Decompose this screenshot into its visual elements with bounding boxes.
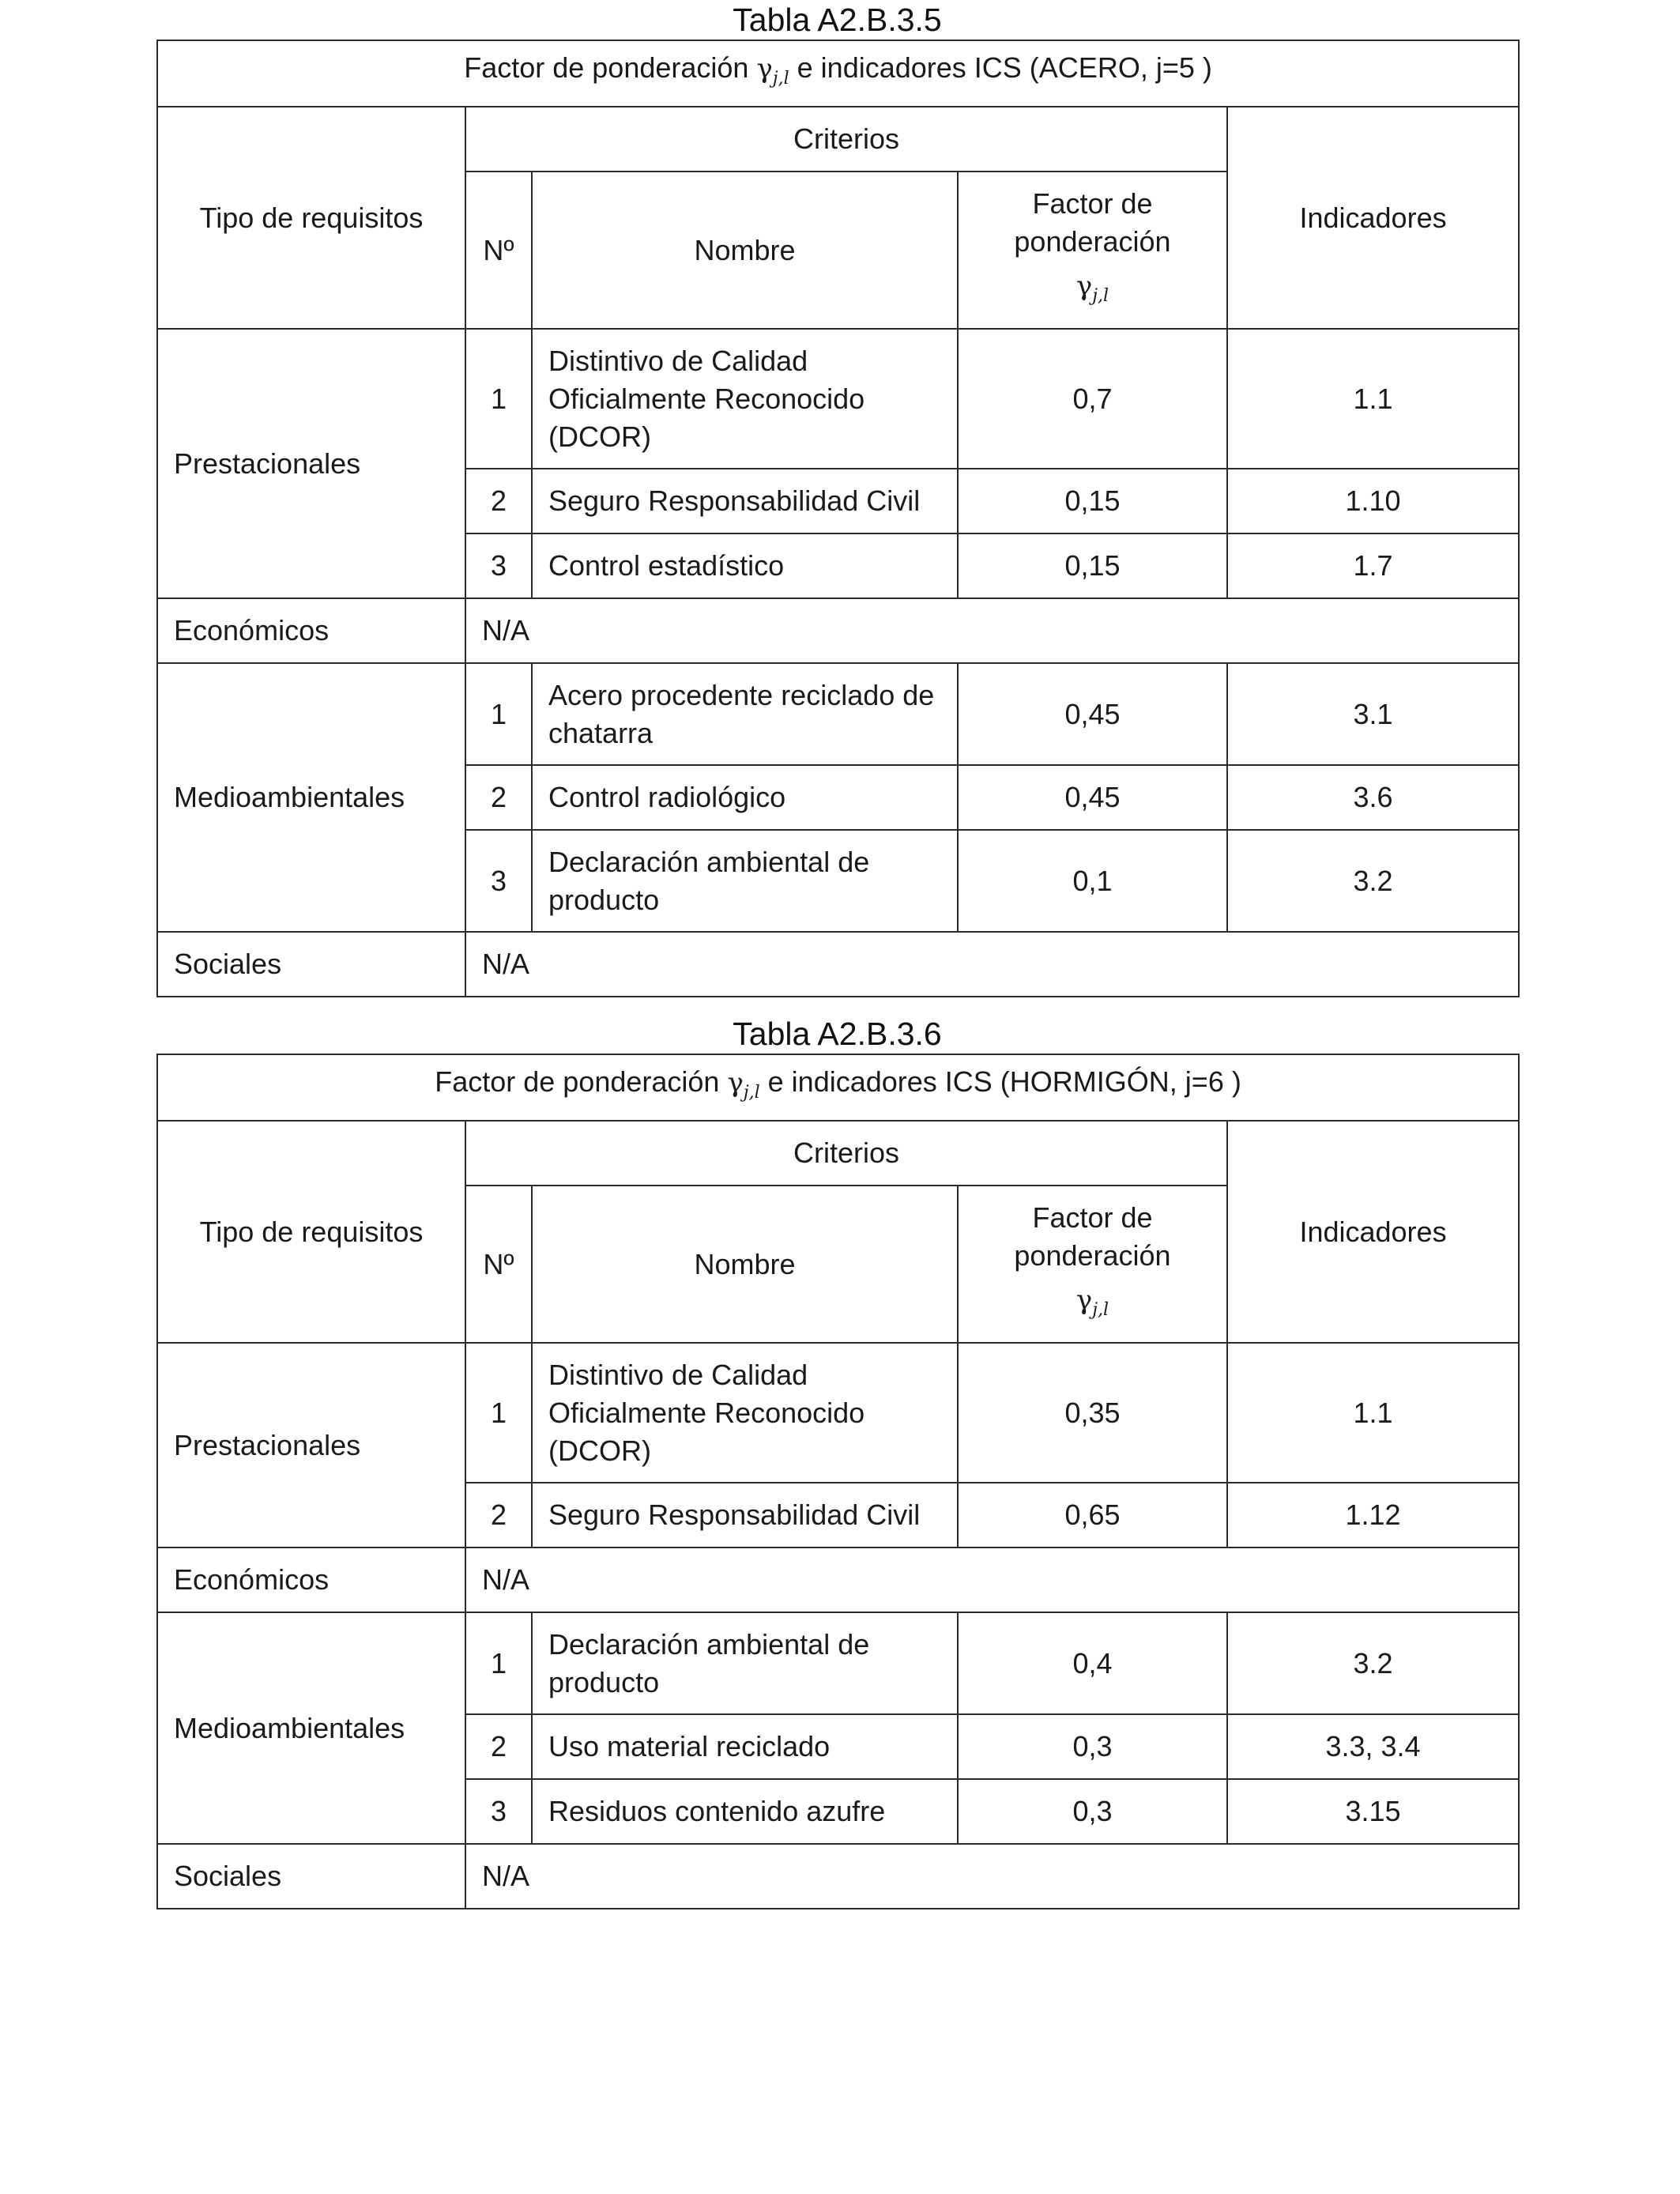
group-label-sociales: Sociales bbox=[157, 932, 465, 997]
header-factor bbox=[958, 1186, 1227, 1343]
header-tipo-requisitos: Tipo de requisitos bbox=[157, 107, 465, 329]
row-indicador: 1.1 bbox=[1227, 1343, 1519, 1483]
group-value-economicos: N/A bbox=[465, 598, 1519, 663]
gamma-symbol: $\gamma_{j,l}$ bbox=[1075, 1284, 1109, 1321]
weighting-table bbox=[156, 40, 1520, 997]
group-label-sociales: Sociales bbox=[157, 1844, 465, 1909]
row-number: 3 bbox=[465, 830, 532, 932]
title-post-text: e indicadores ICS (ACERO, j=5 ) bbox=[797, 51, 1212, 84]
group-label-prestacionales: Prestacionales bbox=[157, 329, 465, 598]
row-indicador: 3.2 bbox=[1227, 1612, 1519, 1714]
weighting-table bbox=[156, 1054, 1520, 1909]
table-row bbox=[157, 663, 1519, 765]
table-row bbox=[157, 1547, 1519, 1612]
gamma-symbol: $\gamma_{j,l}$ bbox=[727, 1066, 760, 1103]
row-number: 1 bbox=[465, 1612, 532, 1714]
row-number: 1 bbox=[465, 663, 532, 765]
row-factor: 0,35 bbox=[958, 1343, 1227, 1483]
table-row bbox=[157, 932, 1519, 997]
table-title bbox=[157, 1054, 1519, 1121]
table-row bbox=[157, 1844, 1519, 1909]
table-block-hormigon bbox=[156, 1014, 1518, 1909]
row-nombre: Seguro Responsabilidad Civil bbox=[532, 469, 958, 533]
row-factor: 0,65 bbox=[958, 1483, 1227, 1547]
row-indicador: 3.6 bbox=[1227, 765, 1519, 830]
row-indicador: 1.12 bbox=[1227, 1483, 1519, 1547]
group-value-sociales: N/A bbox=[465, 932, 1519, 997]
row-nombre: Distintivo de Calidad Oficialmente Reconocido (DCOR) bbox=[532, 1343, 958, 1483]
row-nombre: Declaración ambiental de producto bbox=[532, 830, 958, 932]
title-pre-text: Factor de ponderación bbox=[464, 51, 749, 84]
row-number: 1 bbox=[465, 1343, 532, 1483]
header-factor bbox=[958, 172, 1227, 329]
table-caption: Tabla A2.B.3.6 bbox=[733, 1016, 942, 1052]
row-indicador: 1.7 bbox=[1227, 533, 1519, 598]
header-nombre: Nombre bbox=[532, 172, 958, 329]
header-nombre: Nombre bbox=[532, 1186, 958, 1343]
row-indicador: 3.15 bbox=[1227, 1779, 1519, 1844]
header-numero: Nº bbox=[465, 172, 532, 329]
row-factor: 0,3 bbox=[958, 1779, 1227, 1844]
row-indicador: 1.10 bbox=[1227, 469, 1519, 533]
gamma-symbol: $\gamma_{j,l}$ bbox=[756, 52, 789, 89]
row-indicador: 3.1 bbox=[1227, 663, 1519, 765]
title-pre-text: Factor de ponderación bbox=[435, 1065, 720, 1098]
row-number: 2 bbox=[465, 1483, 532, 1547]
header-numero: Nº bbox=[465, 1186, 532, 1343]
header-indicadores: Indicadores bbox=[1227, 107, 1519, 329]
row-number: 3 bbox=[465, 1779, 532, 1844]
table-row bbox=[157, 1612, 1519, 1714]
table-title-row bbox=[157, 1054, 1519, 1121]
row-number: 2 bbox=[465, 765, 532, 830]
header-row bbox=[157, 1121, 1519, 1186]
row-factor: 0,7 bbox=[958, 329, 1227, 469]
row-nombre: Uso material reciclado bbox=[532, 1714, 958, 1779]
header-factor-label: Factor de ponderación bbox=[1014, 187, 1171, 258]
row-factor: 0,3 bbox=[958, 1714, 1227, 1779]
row-nombre: Control radiológico bbox=[532, 765, 958, 830]
row-indicador: 1.1 bbox=[1227, 329, 1519, 469]
table-row bbox=[157, 1343, 1519, 1483]
group-label-economicos: Económicos bbox=[157, 1547, 465, 1612]
group-label-economicos: Económicos bbox=[157, 598, 465, 663]
header-indicadores: Indicadores bbox=[1227, 1121, 1519, 1343]
table-title-row bbox=[157, 40, 1519, 107]
group-label-medioambientales: Medioambientales bbox=[157, 663, 465, 932]
row-factor: 0,45 bbox=[958, 765, 1227, 830]
row-factor: 0,45 bbox=[958, 663, 1227, 765]
row-number: 2 bbox=[465, 469, 532, 533]
table-row bbox=[157, 598, 1519, 663]
header-criterios: Criterios bbox=[465, 107, 1227, 172]
group-value-economicos: N/A bbox=[465, 1547, 1519, 1612]
group-value-sociales: N/A bbox=[465, 1844, 1519, 1909]
header-row bbox=[157, 107, 1519, 172]
table-caption: Tabla A2.B.3.5 bbox=[733, 2, 942, 38]
row-nombre: Control estadístico bbox=[532, 533, 958, 598]
row-factor: 0,4 bbox=[958, 1612, 1227, 1714]
row-nombre: Residuos contenido azufre bbox=[532, 1779, 958, 1844]
row-number: 3 bbox=[465, 533, 532, 598]
row-nombre: Declaración ambiental de producto bbox=[532, 1612, 958, 1714]
row-factor: 0,15 bbox=[958, 469, 1227, 533]
header-tipo-requisitos: Tipo de requisitos bbox=[157, 1121, 465, 1343]
group-label-prestacionales: Prestacionales bbox=[157, 1343, 465, 1547]
row-factor: 0,15 bbox=[958, 533, 1227, 598]
row-indicador: 3.3, 3.4 bbox=[1227, 1714, 1519, 1779]
row-number: 1 bbox=[465, 329, 532, 469]
group-label-medioambientales: Medioambientales bbox=[157, 1612, 465, 1844]
header-factor-label: Factor de ponderación bbox=[1014, 1201, 1171, 1272]
row-number: 2 bbox=[465, 1714, 532, 1779]
row-indicador: 3.2 bbox=[1227, 830, 1519, 932]
table-block-acero bbox=[156, 0, 1518, 997]
row-nombre: Distintivo de Calidad Oficialmente Reconocido (DCOR) bbox=[532, 329, 958, 469]
table-title bbox=[157, 40, 1519, 107]
title-post-text: e indicadores ICS (HORMIGÓN, j=6 ) bbox=[767, 1065, 1241, 1098]
row-nombre: Acero procedente reciclado de chatarra bbox=[532, 663, 958, 765]
header-criterios: Criterios bbox=[465, 1121, 1227, 1186]
row-factor: 0,1 bbox=[958, 830, 1227, 932]
row-nombre: Seguro Responsabilidad Civil bbox=[532, 1483, 958, 1547]
gamma-symbol: $\gamma_{j,l}$ bbox=[1075, 270, 1109, 307]
table-row bbox=[157, 329, 1519, 469]
